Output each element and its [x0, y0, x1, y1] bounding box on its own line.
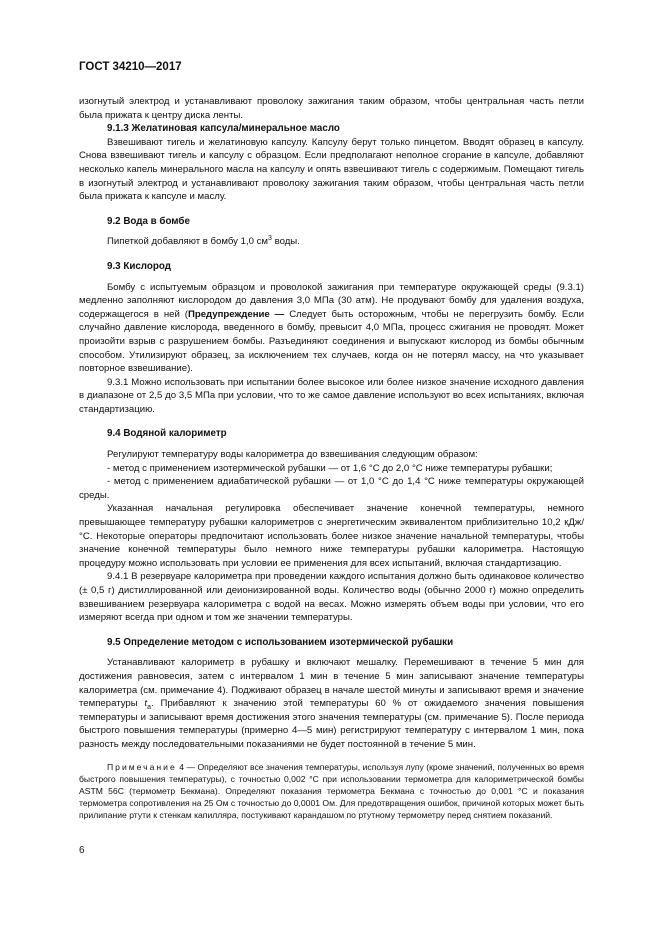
section-9-5-paragraph: Устанавливают калориметр в рубашку и включают мешалку. Перемешивают в течение 5 мин для достижения равновесия, затем с интервалом 1 мин в течение 5 мин записывают значение температуры калориметра (см. примечание 4). Подживают образец в начале шестой минуты и записывают время и значение температуры $t_a$. Прибавляют к значению этой температуры 60 % от ожидаемого значения повышения температуры и записывают время достижения этого значения температуры (см. примечание 5). После периода быстрого повышения температуры (примерно 4—5 мин) регистрируют температуру с интервалом 1 мин, пока разность между последовательными показаниями не будет постоянной в течение 5 мин. [79, 657, 585, 750]
section-9-1-3-text: Взвешивают тигель и желатиновую капсулу. Капсулу берут только пинцетом. Вводят образец в капсулу. Снова взвешивают тигель и капсулу с образцом. Если предполагают неполное сгорание в капсуле, добавляют несколько капель минерального масла на капсулу и опять взвешивают тигель с содержимым. Помещают тигель в изогнутый электрод и устанавливают проволоку зажигания таким образом, чтобы центральная часть петли была прижата к капсуле и маслу. [79, 136, 584, 203]
note-4: Примечание 4 — Определяют все значения температуры, используя лупу (кроме значений, полученных во время быстрого повышения температуры), с точностью 0,002 °С при использовании термометра для калориметрической бомбы ASTM 56С (термометр Бекмана). Определяют показания термометра Бекмана с точностью до 0,001 °С и показания термометра сопротивления на 25 Ом с точностью до 0,0001 Ом. Для предотвращения ошибок, причиной которых может быть прилипание ртути к стенкам капилляра, постукивают карандашом по ртутному термометру перед снятием показаний. [79, 761, 584, 820]
intro-paragraph: изогнутый электрод и устанавливают проволоку зажигания таким образом, чтобы центральная часть петли была прижата к центру диска ленты. [79, 96, 584, 121]
section-9-1-3-title: 9.1.3 Желатиновая капсула/минеральное масло [107, 123, 340, 135]
section-9-2-text: Пипеткой добавляют в бомбу 1,0 $см^3$ воды. [107, 235, 300, 248]
section-9-4-list-item-1: - метод с применением изотермической рубашки — от 1,6 °С до 2,0 °С ниже температуры рубашки; [107, 462, 553, 474]
note-label: Примечание [107, 761, 177, 772]
document-body [79, 95, 584, 821]
warning-label: Предупреждение — [187, 308, 285, 320]
subscript-a: a [147, 704, 151, 712]
page-number: 6 [79, 845, 85, 856]
superscript-3: 3 [268, 235, 272, 243]
variable-t: t [144, 698, 148, 710]
section-9-5-title: 9.5 Определение методом с использованием изотермической рубашки [107, 636, 454, 648]
section-9-4-paragraph-2: Указанная начальная регулировка обеспечивает значение конечной температуры, немного превышающее температуру рубашки калориметров с энергетическим эквивалентом приблизительно 10,2 кДж/°С. Некоторые операторы предпочитают использовать более низкое значение начальной температуры, чтобы значение конечной температуры было немного ниже температуры рубашки калориметра. Настоящую процедуру можно использовать при условии ее применения для всех испытаний, включая стандартизацию. [79, 503, 584, 569]
section-9-3-title: 9.3 Кислород [107, 260, 171, 272]
document-header: ГОСТ 34210—2017 [79, 61, 182, 73]
section-9-4-1-paragraph: 9.4.1 В резервуаре калориметра при проведении каждого испытания должно быть одинаковое количество (± 0,5 г) дистиллированной или деионизированной воды. Количество воды (обычно 2000 г) можно определить взвешиванием резервуара калориметра с водой на весах. Можно измерять объем воды при условии, что его измеряют всегда при одном и том же значении температуры. [79, 571, 584, 624]
section-9-4-title: 9.4 Водяной калориметр [107, 428, 227, 440]
section-9-3-1-paragraph: 9.3.1 Можно использовать при испытании более высокое или более низкое значение исходного давления в диапазоне от 2,5 до 3,5 МПа при условии, что то же самое давление используют во всех испытаниях, включая стандартизацию. [79, 376, 584, 415]
section-9-2-title: 9.2 Вода в бомбе [107, 215, 190, 227]
section-9-4-paragraph-1: Регулируют температуру воды калориметра до взвешивания следующим образом: [107, 449, 478, 461]
section-9-3-paragraph-1: Бомбу с испытуемым образцом и проволокой зажигания при температуре окружающей среды (9.3.1) медленно заполняют кислородом до давления 3,0 МПа (30 атм). Не продувают бомбу для удаления воздуха, содержащегося в ней (Предупреждение — Следует быть осторожным, чтобы не перегрузить бомбу. Если случайно давление кислорода, введенного в бомбу, превысит 4,0 МПа, процесс сжигания не проводят. Может произойти взрыв с разрушением бомбы. Разъединяют соединения и выпускают кислород из бомбы обычным способом. Утилизируют образец, за исключением тех случаев, когда он не потерял массу, на что указывает повторное взвешивание). [79, 281, 584, 375]
section-9-4-list-item-2: - метод с применением адиабатической рубашки — от 1,0 °С до 1,4 °С ниже температуры окружающей среды. [79, 476, 584, 501]
